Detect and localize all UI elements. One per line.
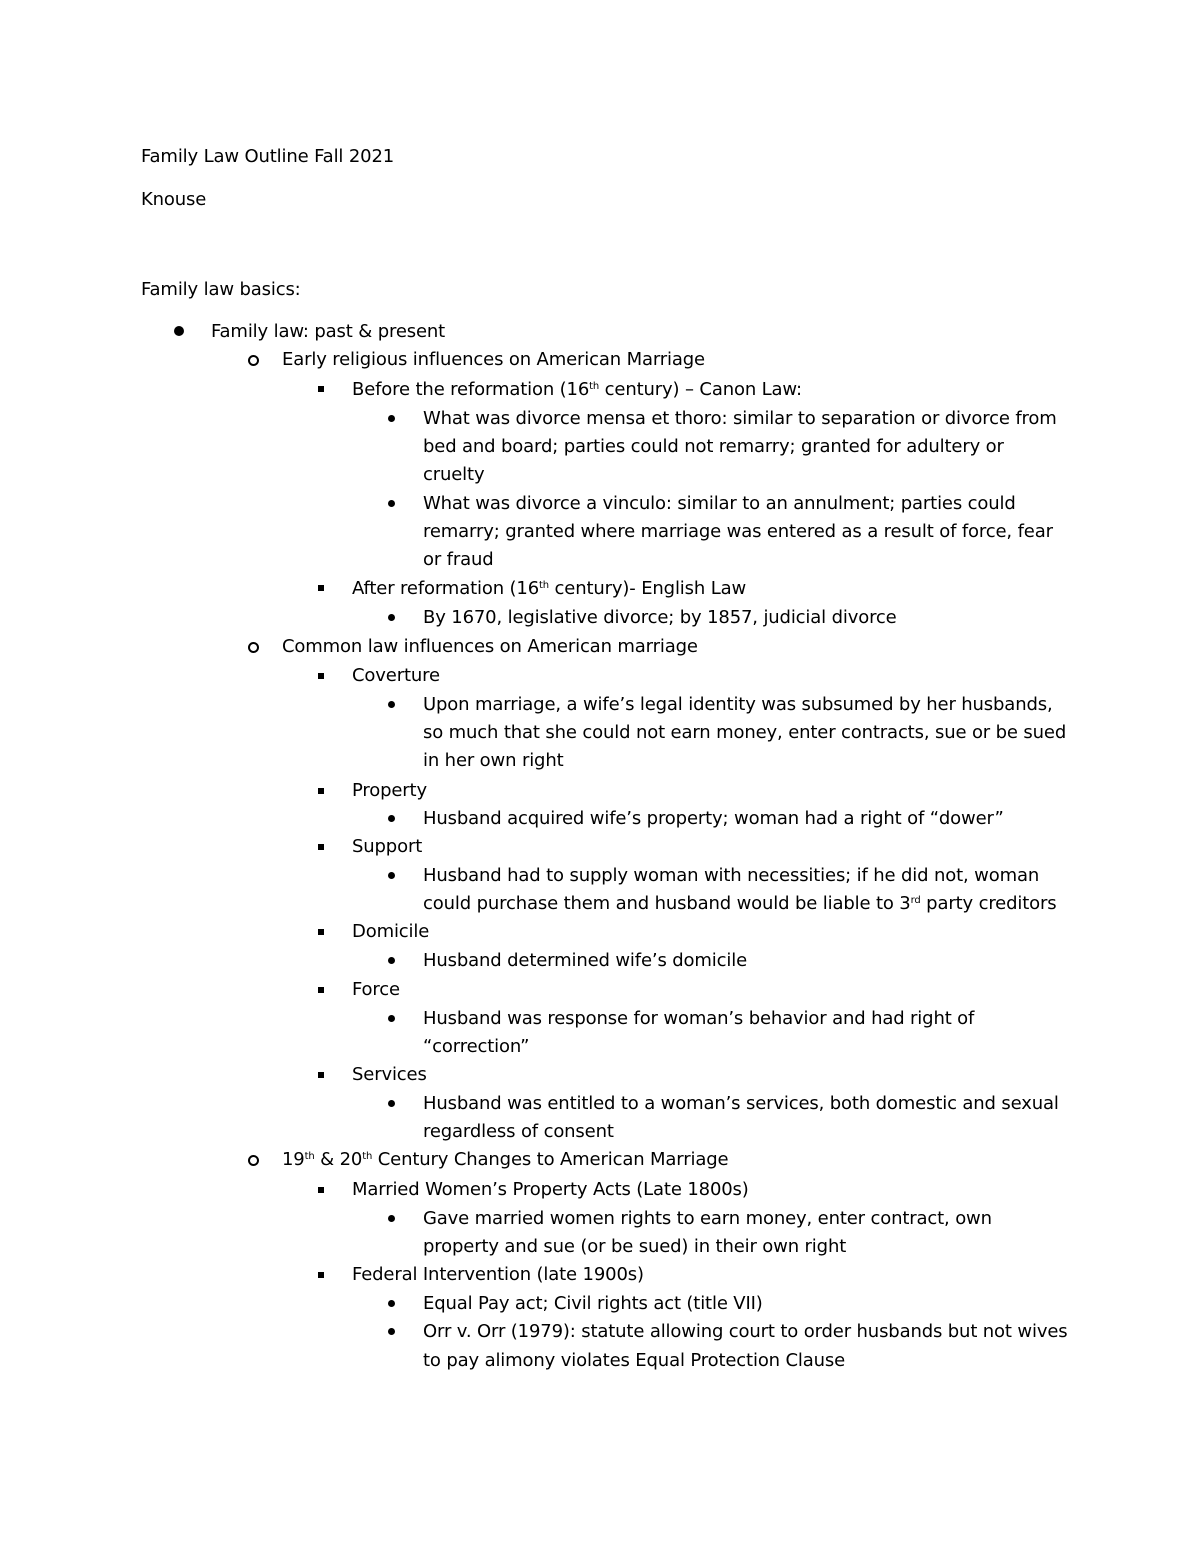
text-part: & 20 (314, 1149, 363, 1170)
text-part: Century Changes to American Marriage (372, 1149, 729, 1170)
square-bullet (318, 585, 324, 591)
outline-l3-mwpa: Married Women’s Property Acts (Late 1800s) (352, 1179, 749, 1200)
outline-l4-coverture-line1: Upon marriage, a wife’s legal identity was subsumed by her husbands, (423, 694, 1053, 715)
square-bullet (318, 844, 324, 850)
outline-l4-vinculo-line1: What was divorce a vinculo: similar to an annulment; parties could (423, 493, 1016, 514)
outline-l4-coverture-line3: in her own right (423, 750, 564, 771)
dot-bullet (388, 815, 395, 822)
outline-l4-force-line1: Husband was response for woman’s behavior and had right of (423, 1008, 975, 1029)
square-bullet (318, 929, 324, 935)
outline-l3-property: Property (352, 780, 427, 801)
outline-l3-force: Force (352, 979, 400, 1000)
superscript: th (589, 381, 600, 392)
text-part: century)- English Law (548, 578, 747, 599)
text-part: party creditors (920, 893, 1057, 914)
text-part: 19 (282, 1149, 305, 1170)
outline-l4-coverture-line2: so much that she could not earn money, enter contracts, sue or be sued (423, 722, 1067, 743)
outline-l3-coverture: Coverture (352, 665, 440, 686)
dot-bullet (388, 614, 395, 621)
outline-l4-support-line1: Husband had to supply woman with necessities; if he did not, woman (423, 865, 1040, 886)
circle-bullet (248, 355, 259, 366)
superscript: rd (910, 895, 921, 906)
superscript: th (304, 1151, 315, 1162)
dot-bullet (388, 1100, 395, 1107)
outline-l4-support-line2 (423, 890, 1056, 918)
outline-l4-mwpa-line2: property and sue (or be sued) in their own right (423, 1236, 847, 1257)
document-title: Family Law Outline Fall 2021 (141, 146, 395, 167)
circle-bullet (248, 642, 259, 653)
outline-l4-vinculo-line3: or fraud (423, 549, 494, 570)
outline-l3-before-reformation (352, 376, 802, 404)
text-part: century) – Canon Law: (599, 379, 802, 400)
outline-l3-after-reformation (352, 575, 746, 603)
outline-l3-domicile: Domicile (352, 921, 430, 942)
text-part: could purchase them and husband would be liable to 3 (423, 893, 911, 914)
superscript: th (362, 1151, 373, 1162)
square-bullet (318, 1187, 324, 1193)
square-bullet (318, 1272, 324, 1278)
outline-l4-services-line2: regardless of consent (423, 1121, 614, 1142)
square-bullet (318, 1072, 324, 1078)
square-bullet (318, 788, 324, 794)
outline-l1-family-law: Family law: past & present (211, 321, 446, 342)
dot-bullet (388, 1215, 395, 1222)
disc-bullet (174, 326, 184, 336)
outline-l4-property-line1: Husband acquired wife’s property; woman had a right of “dower” (423, 808, 1004, 829)
dot-bullet (388, 872, 395, 879)
outline-l4-by-1670: By 1670, legislative divorce; by 1857, judicial divorce (423, 607, 897, 628)
text-part: Before the reformation (16 (352, 379, 590, 400)
outline-l2-changes (282, 1146, 728, 1174)
text-part: After reformation (16 (352, 578, 540, 599)
outline-l4-orr-line2: to pay alimony violates Equal Protection Clause (423, 1350, 846, 1371)
circle-bullet (248, 1155, 259, 1166)
outline-l4-mensa-line2: bed and board; parties could not remarry; granted for adultery or (423, 436, 1004, 457)
dot-bullet (388, 1300, 395, 1307)
outline-l4-federal-line1: Equal Pay act; Civil rights act (title VII) (423, 1293, 763, 1314)
superscript: th (539, 580, 549, 591)
dot-bullet (388, 500, 395, 507)
outline-l4-domicile-line1: Husband determined wife’s domicile (423, 950, 748, 971)
square-bullet (318, 673, 324, 679)
outline-l2-religious: Early religious influences on American Marriage (282, 349, 705, 370)
dot-bullet (388, 415, 395, 422)
dot-bullet (388, 1015, 395, 1022)
outline-l4-orr-line1: Orr v. Orr (1979): statute allowing court to order husbands but not wives (423, 1321, 1068, 1342)
author-name: Knouse (141, 189, 207, 210)
outline-l3-support: Support (352, 836, 423, 857)
outline-l2-common-law: Common law influences on American marriage (282, 636, 698, 657)
outline-l4-force-line2: “correction” (423, 1036, 530, 1057)
section-heading: Family law basics: (141, 279, 301, 300)
outline-l4-services-line1: Husband was entitled to a woman’s services, both domestic and sexual (423, 1093, 1059, 1114)
dot-bullet (388, 701, 395, 708)
square-bullet (318, 386, 324, 392)
outline-l4-mwpa-line1: Gave married women rights to earn money, enter contract, own (423, 1208, 992, 1229)
outline-l3-federal: Federal Intervention (late 1900s) (352, 1264, 644, 1285)
outline-l3-services: Services (352, 1064, 427, 1085)
outline-l4-vinculo-line2: remarry; granted where marriage was entered as a result of force, fear (423, 521, 1053, 542)
outline-l4-mensa-line3: cruelty (423, 464, 485, 485)
dot-bullet (388, 1328, 395, 1335)
outline-l4-mensa-line1: What was divorce mensa et thoro: similar to separation or divorce from (423, 408, 1057, 429)
square-bullet (318, 987, 324, 993)
dot-bullet (388, 957, 395, 964)
